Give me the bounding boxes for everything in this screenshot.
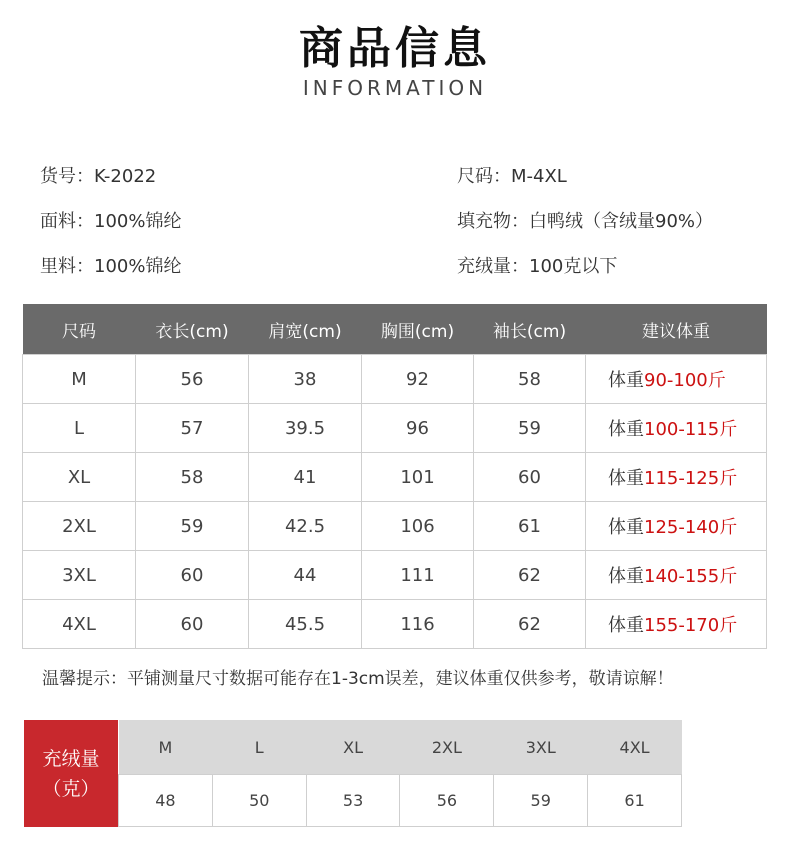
info-label: 货号： — [40, 166, 94, 187]
fill-value: 56 — [400, 775, 494, 827]
info-label: 尺码： — [457, 166, 511, 187]
column-header: 衣长(cm) — [136, 304, 249, 355]
fill-amount-label — [24, 720, 118, 827]
weight-range: 100-115斤 — [644, 419, 738, 440]
fill-size-header: 4XL — [588, 720, 682, 775]
weight-range: 115-125斤 — [644, 468, 738, 489]
cell-length: 60 — [136, 551, 249, 600]
cell-chest: 101 — [362, 453, 474, 502]
weight-range: 125-140斤 — [644, 517, 738, 538]
fill-value-row — [119, 775, 682, 827]
cell-length: 57 — [136, 404, 249, 453]
fill-size-header: XL — [306, 720, 400, 775]
cell-chest: 111 — [362, 551, 474, 600]
fill-value: 61 — [588, 775, 682, 827]
fill-value: 48 — [119, 775, 213, 827]
fill-value: 53 — [306, 775, 400, 827]
cell-size: L — [23, 404, 136, 453]
fill-size-header: 2XL — [400, 720, 494, 775]
info-label: 里料： — [40, 256, 94, 277]
cell-weight — [586, 453, 767, 502]
table-row — [23, 502, 767, 551]
cell-chest: 92 — [362, 355, 474, 404]
weight-prefix: 体重 — [608, 517, 644, 538]
column-header: 肩宽(cm) — [249, 304, 362, 355]
cell-size: 2XL — [23, 502, 136, 551]
cell-size: XL — [23, 453, 136, 502]
column-header: 胸围(cm) — [362, 304, 474, 355]
cell-size: 3XL — [23, 551, 136, 600]
cell-shoulder: 38 — [249, 355, 362, 404]
info-value: 100%锦纶 — [94, 256, 182, 277]
cell-shoulder: 45.5 — [249, 600, 362, 649]
cell-sleeve: 58 — [474, 355, 586, 404]
info-sizes — [457, 162, 567, 188]
info-item-no — [40, 162, 156, 188]
info-fill-amount — [457, 252, 617, 278]
info-value: K-2022 — [94, 166, 157, 187]
cell-shoulder: 42.5 — [249, 502, 362, 551]
fill-label-line2: （克） — [42, 777, 100, 800]
page-title: 商品信息 — [299, 23, 491, 74]
page-subtitle: INFORMATION — [302, 76, 488, 100]
table-row — [23, 355, 767, 404]
table-row — [23, 453, 767, 502]
cell-length: 60 — [136, 600, 249, 649]
cell-length: 58 — [136, 453, 249, 502]
fill-value: 50 — [212, 775, 306, 827]
cell-length: 56 — [136, 355, 249, 404]
cell-shoulder: 41 — [249, 453, 362, 502]
column-header: 建议体重 — [586, 304, 767, 355]
cell-weight — [586, 404, 767, 453]
info-lining — [40, 252, 181, 278]
fill-size-header: M — [119, 720, 213, 775]
info-value: M-4XL — [511, 166, 567, 187]
weight-range: 90-100斤 — [644, 370, 726, 391]
column-header: 尺码 — [23, 304, 136, 355]
cell-sleeve: 61 — [474, 502, 586, 551]
cell-sleeve: 62 — [474, 551, 586, 600]
info-label: 充绒量： — [457, 256, 529, 277]
weight-prefix: 体重 — [608, 370, 644, 391]
weight-range: 140-155斤 — [644, 566, 738, 587]
column-header: 袖长(cm) — [474, 304, 586, 355]
weight-prefix: 体重 — [608, 468, 644, 489]
cell-shoulder: 39.5 — [249, 404, 362, 453]
fill-size-header: L — [212, 720, 306, 775]
table-row — [23, 404, 767, 453]
info-label: 填充物： — [457, 211, 529, 232]
cell-chest: 96 — [362, 404, 474, 453]
info-label: 面料： — [40, 211, 94, 232]
cell-weight — [586, 355, 767, 404]
info-fabric — [40, 207, 181, 233]
weight-range: 155-170斤 — [644, 615, 738, 636]
cell-chest: 106 — [362, 502, 474, 551]
weight-prefix: 体重 — [608, 566, 644, 587]
cell-weight — [586, 600, 767, 649]
cell-length: 59 — [136, 502, 249, 551]
info-value: 100%锦纶 — [94, 211, 182, 232]
cell-sleeve: 62 — [474, 600, 586, 649]
fill-amount-table — [118, 720, 682, 827]
cell-weight — [586, 551, 767, 600]
info-filling — [457, 207, 713, 233]
weight-prefix: 体重 — [608, 419, 644, 440]
table-row — [23, 551, 767, 600]
cell-size: M — [23, 355, 136, 404]
info-value: 100克以下 — [529, 256, 618, 277]
info-value: 白鸭绒（含绒量90%） — [529, 211, 714, 232]
table-row — [23, 600, 767, 649]
measurement-note: 温馨提示：平铺测量尺寸数据可能存在1-3cm误差，建议体重仅供参考，敬请谅解！ — [42, 669, 674, 689]
cell-sleeve: 60 — [474, 453, 586, 502]
cell-size: 4XL — [23, 600, 136, 649]
cell-weight — [586, 502, 767, 551]
size-chart-table — [22, 304, 767, 649]
fill-value: 59 — [494, 775, 588, 827]
fill-header-row — [119, 720, 682, 775]
fill-label-line1: 充绒量 — [42, 747, 100, 770]
cell-sleeve: 59 — [474, 404, 586, 453]
cell-shoulder: 44 — [249, 551, 362, 600]
weight-prefix: 体重 — [608, 615, 644, 636]
fill-size-header: 3XL — [494, 720, 588, 775]
cell-chest: 116 — [362, 600, 474, 649]
table-header-row — [23, 304, 767, 355]
